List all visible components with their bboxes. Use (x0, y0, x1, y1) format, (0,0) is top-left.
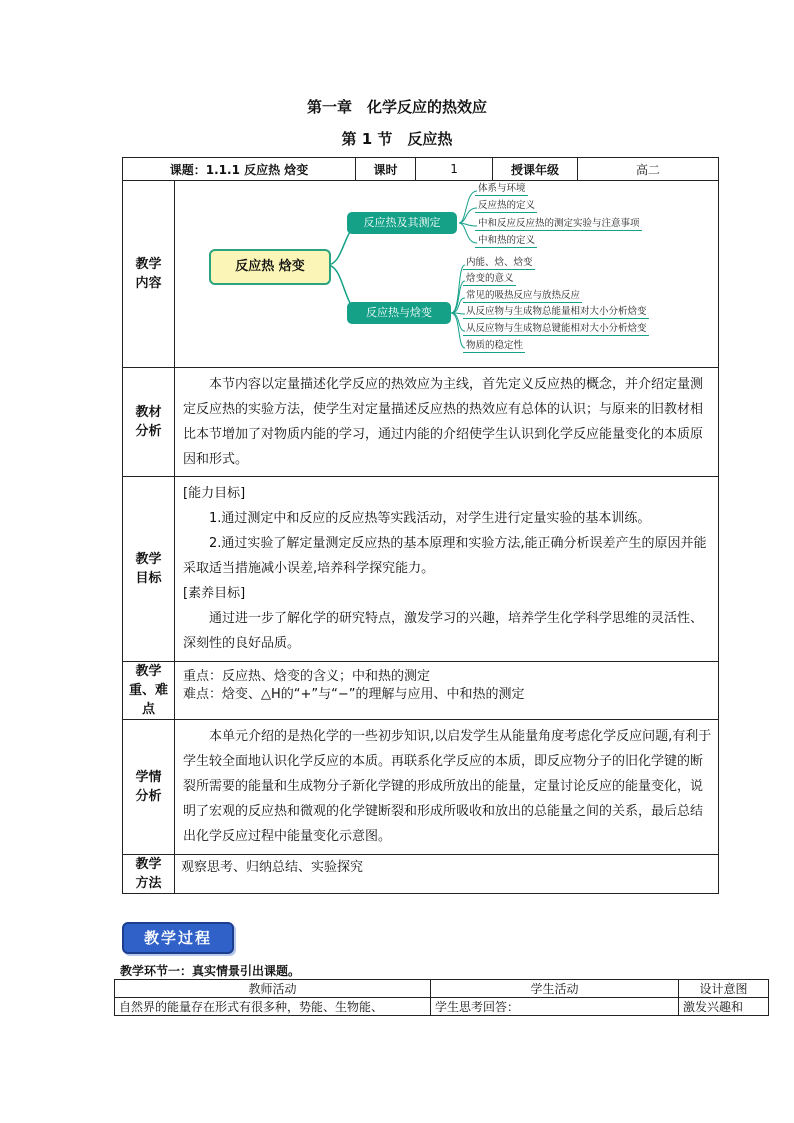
col-student: 学生活动 (431, 980, 679, 998)
mindmap-cell (175, 181, 719, 368)
student-activity: 学生思考回答： (431, 998, 679, 1016)
methods-label: 教学 方法 (123, 855, 175, 894)
period-label: 课时 (356, 158, 416, 181)
methods-text: 观察思考、归纳总结、实验探究 (175, 855, 719, 894)
material-label: 教材 分析 (123, 368, 175, 477)
mindmap-leaf: 常见的吸热反应与放热反应 (463, 287, 582, 303)
material-text: 本节内容以定量描述化学反应的热效应为主线，首先定义反应热的概念，并介绍定量测定反应热的实验方法，使学生对定量描述反应热的热效应有总体的认识；与原来的旧教材相比本节增加了对物质内能的学习，通过内能的介绍使学生认识到化学反应能量变化的本质原因和形式。 (175, 368, 719, 477)
ability-title: [能力目标] (183, 486, 246, 501)
mindmap-branch-measure: 反应热及其测定 (347, 212, 457, 234)
goals-row (123, 477, 719, 662)
chapter-title: 第一章 化学反应的热效应 (306, 98, 487, 116)
ability-goal-1: 1.通过测定中和反应的反应热等实践活动，对学生进行定量实验的基本训练。 (209, 511, 651, 526)
students-text: 本单元介绍的是热化学的一些初步知识,以启发学生从能量角度考虑化学反应问题,有利于学生较全面地认识化学反应的本质。再联系化学反应的本质，即反应物分子的旧化学键的断裂所需要的能量和生成物分子新化学键的形成所放出的能量，定量讨论反应的能量变化，说明了宏观的反应热和微观的化学键断裂和形成所吸收和放出的总能量之间的关系，最后总结出化学反应过程中能量变化示意图。 (175, 720, 719, 855)
mindmap-leaf: 反应热的定义 (475, 197, 537, 213)
keypoints-row (123, 662, 719, 720)
mindmap-leaf: 从反应物与生成物总能量相对大小分析焓变 (463, 303, 649, 319)
mindmap-leaf: 内能、焓、焓变 (463, 254, 535, 270)
mindmap-root: 反应热 焓变 (209, 249, 331, 285)
difficult-point: 难点：焓变、△H的“+”与“−”的理解与应用、中和热的测定 (183, 687, 525, 702)
students-label: 学情 分析 (123, 720, 175, 855)
content-row (123, 181, 719, 368)
grade-label: 授课年级 (493, 158, 578, 181)
stage-title: 教学环节一：真实情景引出课题。 (120, 964, 301, 978)
period-value: 1 (416, 158, 493, 181)
grade-value: 高二 (578, 158, 719, 181)
mindmap-leaf: 物质的稳定性 (463, 337, 525, 353)
process-table (114, 979, 769, 1016)
mindmap (175, 181, 718, 367)
students-row (123, 720, 719, 855)
mindmap-leaf: 体系与环境 (475, 180, 528, 196)
topic-cell: 课题：1.1.1 反应热 焓变 (123, 158, 356, 181)
keypoints-cell (175, 662, 719, 720)
mindmap-leaf: 中和反应反应热的测定实验与注意事项 (475, 215, 642, 231)
design-intent: 激发兴趣和 (679, 998, 769, 1016)
lesson-plan-table (122, 157, 719, 894)
mindmap-branch-enthalpy: 反应热与焓变 (347, 302, 451, 324)
mindmap-leaf: 从反应物与生成物总键能相对大小分析焓变 (463, 320, 649, 336)
mindmap-leaf: 焓变的意义 (463, 270, 516, 286)
mindmap-leaf: 中和热的定义 (475, 232, 537, 248)
methods-row (123, 855, 719, 894)
col-design: 设计意图 (679, 980, 769, 998)
keypoints-label: 教学 重、难 点 (123, 662, 175, 720)
literacy-title: [素养目标] (183, 586, 246, 601)
key-point: 重点：反应热、焓变的含义；中和热的测定 (183, 669, 431, 684)
section-title: 第 1 节 反应热 (341, 130, 453, 148)
goals-cell (175, 477, 719, 662)
ability-goal-2: 2.通过实验了解定量测定反应热的基本原理和实验方法,能正确分析误差产生的原因并能采取适当措施减小误差,培养科学探究能力。 (183, 536, 707, 576)
header-row (123, 158, 719, 181)
col-teacher: 教师活动 (115, 980, 431, 998)
literacy-goal-1: 通过进一步了解化学的研究特点，激发学习的兴趣，培养学生化学科学思维的灵活性、深刻性的良好品质。 (183, 611, 704, 651)
process-row (115, 998, 769, 1016)
process-header-row (115, 980, 769, 998)
content-label: 教学 内容 (123, 181, 175, 368)
goals-label: 教学 目标 (123, 477, 175, 662)
teaching-process-badge: 教学过程 (122, 922, 234, 954)
material-row (123, 368, 719, 477)
teacher-activity: 自然界的能量存在形式有很多种，势能、生物能、 (115, 998, 431, 1016)
